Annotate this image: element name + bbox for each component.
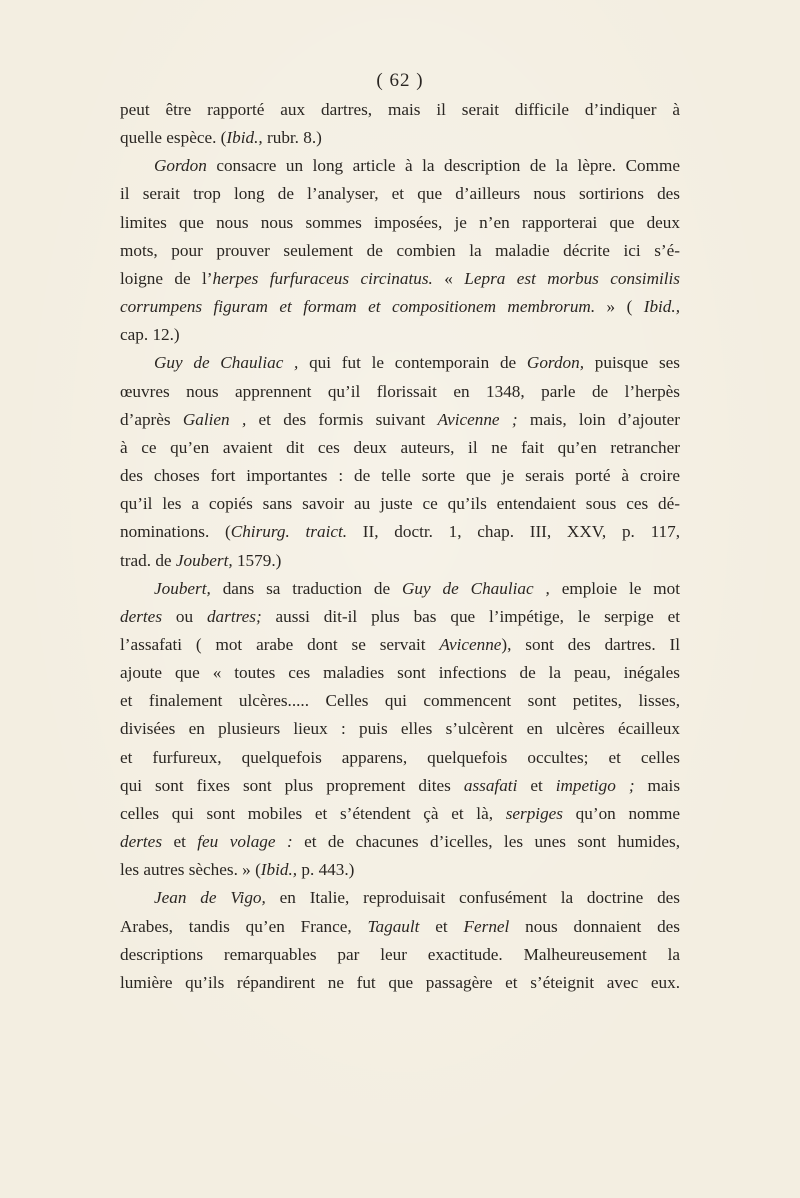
text-run: « (432, 268, 465, 288)
text-run: » ( (595, 297, 644, 317)
text-run: ajoute que « toutes ces maladies sont infections de la peau, inégales (120, 663, 680, 683)
text-line (120, 152, 680, 180)
italic-text: Chirurg. traict. (230, 522, 348, 542)
italic-text: Gordon, (526, 353, 585, 373)
italic-text: corrumpens figuram et formam et compositionem membrorum. (120, 297, 596, 317)
text-run: 1579.) (232, 550, 282, 570)
text-run: mais, loin d’ajouter (517, 409, 680, 429)
text-run: en Italie, reproduisait confusément la doctrine des (265, 888, 680, 908)
text-run: cap. 12.) (120, 325, 180, 345)
text-run: les autres sèches. » ( (120, 860, 261, 880)
italic-text: Ibid., (643, 297, 680, 317)
text-run: qu’on nomme (562, 803, 680, 823)
text-line (120, 913, 680, 941)
text-run: descriptions remarquables par leur exactitude. Malheureusement la (120, 944, 680, 964)
text-run: qui fut le contemporain de (298, 353, 527, 373)
text-line (120, 884, 680, 912)
text-line (120, 659, 680, 687)
text-run: aussi dit-il plus bas que l’impétige, le serpige et (261, 606, 680, 626)
text-run: d’après (120, 409, 183, 429)
text-run: loigne de l’ (120, 268, 213, 288)
text-run: limites que nous nous sommes imposées, je n’en rapporterai que deux (120, 212, 680, 232)
text-run: l’assafati ( mot arabe dont se servait (120, 634, 440, 654)
text-run: nous donnaient des (509, 916, 680, 936)
text-run: ), sont des dartres. Il (501, 634, 680, 654)
italic-text: Guy de Chauliac , (401, 578, 550, 598)
text-run: et finalement ulcères..... Celles qui commencent sont petites, lisses, (120, 691, 680, 711)
italic-text: feu volage : (197, 832, 293, 852)
italic-text: herpes furfuraceus circinatus. (212, 268, 433, 288)
page-number: ( 62 ) (376, 70, 424, 91)
text-run: quelle espèce. ( (120, 128, 227, 148)
italic-text: Avicenne (439, 634, 502, 654)
text-line (120, 209, 680, 237)
body-text (120, 96, 680, 997)
italic-text: Tagault (367, 916, 420, 936)
text-run: et furfureux, quelquefois apparens, quelquefois occultes; et celles (120, 747, 680, 767)
text-run: nominations. ( (120, 522, 231, 542)
text-run: rubr. 8.) (262, 128, 322, 148)
text-line (120, 603, 680, 631)
text-run: et (419, 916, 464, 936)
text-line (120, 293, 680, 321)
text-run: emploie le mot (549, 578, 680, 598)
italic-text: Avicenne ; (437, 409, 518, 429)
text-run: mots, pour prouver seulement de combien la maladie décrite ici s’é- (120, 240, 680, 260)
text-run: des choses fort importantes : de telle sorte que je serais porté à croire (120, 466, 680, 486)
text-line (120, 406, 680, 434)
text-line (120, 96, 680, 124)
text-line (120, 237, 680, 265)
text-run: divisées en plusieurs lieux : puis elles s’ulcèrent en ulcères écailleux (120, 719, 680, 739)
text-run: dans sa traduction de (210, 578, 402, 598)
text-line (120, 518, 680, 546)
text-line (120, 265, 680, 293)
text-run: puisque ses (584, 353, 680, 373)
text-line (120, 349, 680, 377)
text-run: qu’il les a copiés sans savoir au juste ce qu’ils entendaient sous ces dé- (120, 494, 680, 514)
italic-text: Ibid., (260, 860, 298, 880)
text-line (120, 180, 680, 208)
italic-text: Ibid., (226, 128, 263, 148)
text-line (120, 856, 680, 884)
text-run: à ce qu’en avaient dit ces deux auteurs, il ne fait qu’en retrancher (120, 437, 680, 457)
text-line (120, 687, 680, 715)
text-line (120, 124, 680, 152)
text-line (120, 547, 680, 575)
text-run: lumière qu’ils répandirent ne fut que passagère et s’éteignit avec eux. (120, 972, 680, 992)
italic-text: dartres; (206, 606, 262, 626)
italic-text: impetigo ; (555, 775, 635, 795)
text-run: mais (634, 775, 681, 795)
text-run: il serait trop long de l’analyser, et que d’ailleurs nous sortirions des (120, 184, 680, 204)
italic-text: Gordon (154, 156, 207, 176)
text-line (120, 800, 680, 828)
text-line (120, 321, 680, 349)
text-run: II, doctr. 1, chap. III, XXV, p. 117, (347, 522, 681, 542)
text-run: et de chacunes d’icelles, les unes sont humides, (292, 832, 680, 852)
text-run: et (517, 775, 556, 795)
text-line (120, 490, 680, 518)
text-run: et (162, 832, 198, 852)
text-run: trad. de (120, 550, 176, 570)
text-run: qui sont fixes sont plus proprement dites (120, 775, 464, 795)
text-run: p. 443.) (297, 860, 355, 880)
text-line (120, 828, 680, 856)
text-line (120, 462, 680, 490)
text-run: œuvres nous apprennent qu’il florissait en 1348, parle de l’herpès (120, 381, 680, 401)
text-line (120, 378, 680, 406)
italic-text: Guy de Chauliac , (154, 353, 299, 373)
text-line (120, 941, 680, 969)
text-line (120, 744, 680, 772)
text-run: celles qui sont mobiles et s’étendent çà et là, (120, 803, 506, 823)
text-run: et des formis suivant (246, 409, 438, 429)
text-run: consacre un long article à la description de la lèpre. Comme (206, 156, 680, 176)
text-run: Arabes, tandis qu’en France, (120, 916, 368, 936)
italic-text: Fernel (463, 916, 510, 936)
text-line (120, 434, 680, 462)
italic-text: assafati (463, 775, 518, 795)
italic-text: Jean de Vigo, (154, 888, 266, 908)
italic-text: Galien , (182, 409, 247, 429)
italic-text: dertes (120, 832, 163, 852)
text-line (120, 969, 680, 997)
text-line (120, 575, 680, 603)
italic-text: Joubert, (154, 578, 211, 598)
italic-text: Lepra est morbus consimilis (464, 268, 680, 288)
text-line (120, 715, 680, 743)
italic-text: serpiges (505, 803, 563, 823)
italic-text: dertes (120, 606, 163, 626)
text-line (120, 631, 680, 659)
text-run: peut être rapporté aux dartres, mais il serait difficile d’indiquer à (120, 100, 680, 119)
text-line (120, 772, 680, 800)
italic-text: Joubert, (175, 550, 233, 570)
text-run: ou (162, 606, 207, 626)
